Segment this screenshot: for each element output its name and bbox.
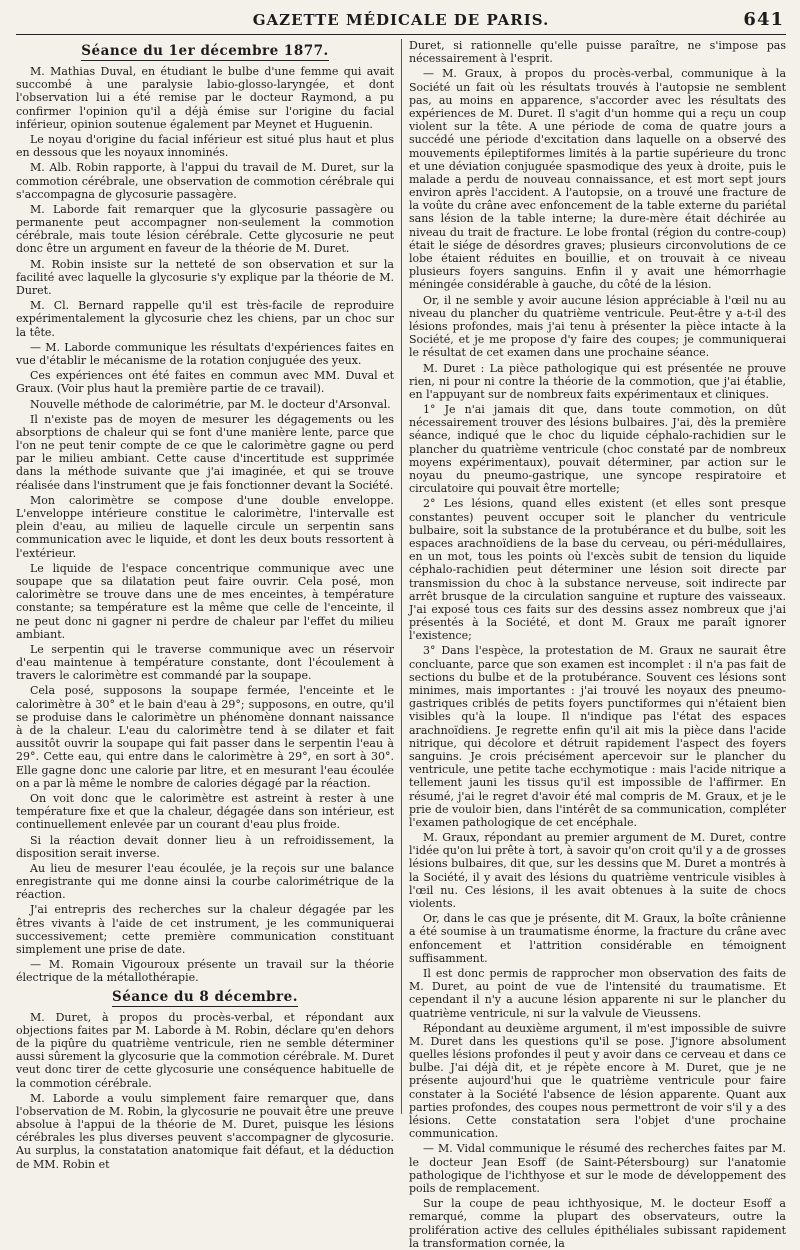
seance-heading-1: Séance du 1er décembre 1877. [81,43,329,59]
paragraph: M. Cl. Bernard rappelle qu'il est très-facile de reproduire expérimentalement la glycosurie chez les chiens, par un choc sur la tête. [16,299,394,339]
paragraph: 2° Les lésions, quand elles existent (et elles sont presque constantes) peuvent occuper soit le plancher du ventricule bulbaire, soit la substance de la protubérance et du bulbe, soit les espaces arachnoïdiens de la base du cerveau, ou péri-médullaires, en un mot, tous les points où l'excès subit de tension du liquide céphalo-rachidien peut déterminer une lésion soit directe par transmission du choc à la substance nerveuse, soit indirecte par arrêt brusque de la circulation sanguine et rupture des vaisseaux. J'ai exposé tous ces faits sur des dessins assez nombreux que j'ai présentés à la Société, et dont M. Graux me paraît ignorer l'existence; [409,497,786,643]
paragraph: M. Duret, à propos du procès-verbal, et répondant aux objections faites par M. Laborde à M. Robin, déclare qu'en dehors de la piqûre du quatrième ventricule, rien ne semble déterminer aussi sûrement la glycosurie que la commotion cérébrale. M. Duret veut donc tirer de cette glycosurie une conséquence habituelle de la commotion cérébrale. [16,1010,394,1090]
paragraph: Le liquide de l'espace concentrique communique avec une soupape que sa dilatation peut faire ouvrir. Cela posé, mon calorimètre se trouve dans une de mes enceintes, à température constante; sa température est la même que celle de l'enceinte, il ne peut donc ni gagner ni perdre de chaleur par l'effet du milieu ambiant. [16,561,394,641]
paragraph: Duret, si rationnelle qu'elle puisse paraître, ne s'impose pas nécessairement à l'esprit. [409,39,786,66]
paragraph: Répondant au deuxième argument, il m'est impossible de suivre M. Duret dans les questions qu'il se pose. J'ignore absolument quelles lésions profondes il peut y avoir dans ce cerveau et dans ce bulbe. J'ai déjà dit, et je répète encore à M. Duret, que je ne présente aujourd'hui que le quatrième ventricule pour faire constater à la Société l'absence de lésion apparente. Quant aux parties profondes, des coupes nous permettront de voir s'il y a des lésions. Cette constatation sera l'objet d'une prochaine communication. [409,1021,786,1141]
paragraph: On voit donc que le calorimètre est astreint à rester à une température fixe et que la chaleur, dégagée dans son intérieur, est continuellement enlevée par un courant d'eau plus froide. [16,791,394,832]
page-header [16,8,786,35]
paragraph: M. Robin insiste sur la netteté de son observation et sur la facilité avec laquelle la glycosurie s'y explique par la théorie de M. Duret. [16,257,394,297]
paragraph: M. Alb. Robin rapporte, à l'appui du travail de M. Duret, sur la commotion cérébrale, une observation de commotion cérébrale qui s'accompagna de glycosurie passagère. [16,161,394,201]
right-paragraphs [409,39,786,1250]
paragraph: 1° Je n'ai jamais dit que, dans toute commotion, on dût nécessairement trouver des lésions bulbaires. J'ai, dès la première séance, indiqué que le choc du liquide céphalo-rachidien sur le plancher du quatrième ventricule (choc constaté par de nombreux moyens expérimentaux), pouvait déterminer, par action sur le noyau du pneumo-gastrique, une syncope respiratoire et circulatoire qui pouvait être mortelle; [409,403,786,496]
paragraph: — M. Graux, à propos du procès-verbal, communique à la Société un fait où les résultats trouvés à l'autopsie ne semblent pas, au moins en apparence, s'accorder avec les résultats des expériences de M. Duret. Il s'agit d'un homme qui a reçu un coup violent sur la tête. A une période de coma de quatre jours a succédé une période d'excitation dans laquelle on a observé des mouvements épileptiformes limités à la partie supérieure du tronc et une déviation conjuguée spasmodique des yeux à droite, puis le malade a perdu de nouveau connaissance, et est mort sept jours environ après l'accident. A l'autopsie, on a trouvé une fracture de la voûte du crâne avec enfoncement de la table externe du pariétal sans lésion de la table interne; la dure-mère était déchirée au niveau du trait de fracture. Le lobe frontal (région du contre-coup) était le siége de désordres graves; plusieurs circonvolutions de ce lobe étaient réduites en bouillie, et on trouvait à ce niveau plusieurs foyers sanguins. Enfin il y avait une hémorrhagie méningée considérable à gauche, du côté de la lésion. [409,67,786,292]
paragraph: Si la réaction devait donner lieu à un refroidissement, la disposition serait inverse. [16,833,394,860]
paragraph: M. Graux, répondant au premier argument de M. Duret, contre l'idée qu'on lui prête à tort, à savoir qu'on croit qu'il y a de grosses lésions bulbaires, dit que, sur les dessins que M. Duret a montrés à la Société, il y avait des lésions du quatrième ventricule visibles à l'œil nu. Ces lésions, il les avait obtenues à la suite de chocs violents. [409,831,786,910]
paragraph: — M. Vidal communique le résumé des recherches faites par M. le docteur Jean Esoff (de Saint-Pétersbourg) sur l'anatomie pathologique de l'ichthyose et sur le mode de développement des poils de remplacement. [409,1142,786,1195]
paragraph: Cela posé, supposons la soupape fermée, l'enceinte et le calorimètre à 30° et le bain d'eau à 29°; supposons, en outre, qu'il se produise dans le calorimètre un phénomène donnant naissance à de la chaleur. L'eau du calorimètre tend à se dilater et fait aussitôt ouvrir la soupape qui fait passer dans le serpentin l'eau à 29°. Cette eau, qui entre dans le calorimètre à 29°, en sort à 30°. Elle gagne donc une calorie par litre, et en mesurant l'eau écoulée on a par là même le nombre de calories dégagé par la réaction. [16,684,394,790]
left-column [16,39,401,1171]
paragraph: Au lieu de mesurer l'eau écoulée, je la reçois sur une balance enregistrante qui me donne ainsi la courbe calorimétrique de la réaction. [16,861,394,902]
paragraph: Il n'existe pas de moyen de mesurer les dégagements ou les absorptions de chaleur qui se font d'une manière lente, parce que l'on ne peut tenir compte de ce que le calorimètre gagne ou perd par le milieu ambiant. Cette cause d'incertitude est supprimée dans la méthode suivante que j'ai imaginée, et qui se trouve réalisée dans l'instrument que je fais fonctionner devant la Société. [16,412,394,492]
paragraph: M. Mathias Duval, en étudiant le bulbe d'une femme qui avait succombé à une paralysie labio-glosso-laryngée, et dont l'observation lui a été remise par le docteur Raymond, a pu confirmer l'opinion qu'il a déjà émise sur l'origine du facial inférieur, opinion soutenue également par Meynet et Huguenin. [16,65,394,131]
paragraph: — M. Romain Vigouroux présente un travail sur la théorie électrique de la métallothérapie. [16,958,394,985]
paragraph: Or, il ne semble y avoir aucune lésion appréciable à l'œil nu au niveau du plancher du quatrième ventricule. Peut-être y a-t-il des lésions profondes, mais j'ai tenu à présenter la pièce intacte à la Société, et je me propose d'y faire des coupes; je communiquerai le résultat de cet examen dans une prochaine séance. [409,293,786,360]
paragraph: Mon calorimètre se compose d'une double enveloppe. L'enveloppe intérieure constitue le calorimètre, l'intervalle est plein d'eau, au milieu de laquelle circule un serpentin sans communication avec le liquide, et dont les deux bouts ressortent à l'extérieur. [16,493,394,560]
paragraph: Il est donc permis de rapprocher mon observation des faits de M. Duret, au point de vue de l'intensité du traumatisme. Et cependant il n'y a aucune lésion apparente ni sur le plancher du quatrième ventricule, ni sur la valvule de Vieussens. [409,966,786,1020]
paragraph: Le noyau d'origine du facial inférieur est situé plus haut et plus en dessous que les noyaux innominés. [16,132,394,160]
paragraph: — M. Laborde communique les résultats d'expériences faites en vue d'établir le mécanisme de la rotation conjuguée des yeux. [16,340,394,367]
page-number: 641 [743,9,784,30]
journal-title: GAZETTE MÉDICALE DE PARIS. [252,11,550,29]
paragraph: Nouvelle méthode de calorimétrie, par M. le docteur d'Arsonval. [30,397,391,411]
right-column [401,39,786,1250]
paragraph: M. Duret : La pièce pathologique qui est présentée ne prouve rien, ni pour ni contre la théorie de la commotion, que j'ai établie, en l'appuyant sur de nombreux faits expérimentaux et cliniques. [409,361,786,401]
paragraph: Le serpentin qui le traverse communique avec un réservoir d'eau maintenue à température constante, dont l'écoulement à travers le calorimètre est commandé par la soupape. [16,642,394,683]
seance-heading-2: Séance du 8 décembre. [112,988,298,1005]
left-paragraphs-2 [16,1011,394,1171]
paragraph: M. Laborde a voulu simplement faire remarquer que, dans l'observation de M. Robin, la glycosurie ne pouvait être une preuve absolue à l'appui de la théorie de M. Duret, puisque les lésions cérébrales les plus diverses peuvent s'accompagner de glycosurie. Au surplus, la constatation anatomique fait défaut, et la déduction de MM. Robin et [16,1091,394,1171]
paragraph: Ces expériences ont été faites en commun avec MM. Duval et Graux. (Voir plus haut la première partie de ce travail). [16,369,394,396]
text-columns [16,39,786,1250]
left-paragraphs [16,65,394,985]
paragraph: M. Laborde fait remarquer que la glycosurie passagère ou permanente peut accompagner non-seulement la commotion cérébrale, mais toute lésion cérébrale. Cette glycosurie ne peut donc être un argument en faveur de la théorie de M. Duret. [16,202,394,256]
paragraph: Or, dans le cas que je présente, dit M. Graux, la boîte crânienne a été soumise à un traumatisme énorme, la fracture du crâne avec enfoncement et l'attrition considérable en témoignent suffisamment. [409,912,786,965]
paragraph: 3° Dans l'espèce, la protestation de M. Graux ne saurait être concluante, parce que son examen est incomplet : il n'a pas fait de sections du bulbe et de la protubérance. Souvent ces lésions sont minimes, mais importantes : j'ai trouvé les noyaux des pneumo-gastriques criblés de petits foyers punctiformes qui n'étaient bien visibles qu'à la loupe. Il n'indique pas l'état des espaces arachnoïdiens. Je regrette enfin qu'il ait mis la pièce dans l'acide nitrique, qui décolore et détruit rapidement l'aspect des foyers sanguins. Je crois précisément apercevoir sur le plancher du ventricule, une petite tache ecchymotique : mais l'acide nitrique a tellement jauni les tissus qu'il est impossible de l'affirmer. En résumé, j'ai le regret d'avoir été mal compris de M. Graux, et je le prie de vouloir bien, dans l'intérêt de sa communication, compléter l'examen pathologique de cet encéphale. [409,644,786,829]
paragraph: Sur la coupe de peau ichthyosique, M. le docteur Esoff a remarqué, comme la plupart des observateurs, outre la prolifération active des cellules épithéliales subissant rapidement la transformation cornée, la [409,1197,786,1250]
paragraph: J'ai entrepris des recherches sur la chaleur dégagée par les êtres vivants à l'aide de cet instrument, je les communiquerai successivement; cette première communication constituant simplement une prise de date. [16,903,394,956]
